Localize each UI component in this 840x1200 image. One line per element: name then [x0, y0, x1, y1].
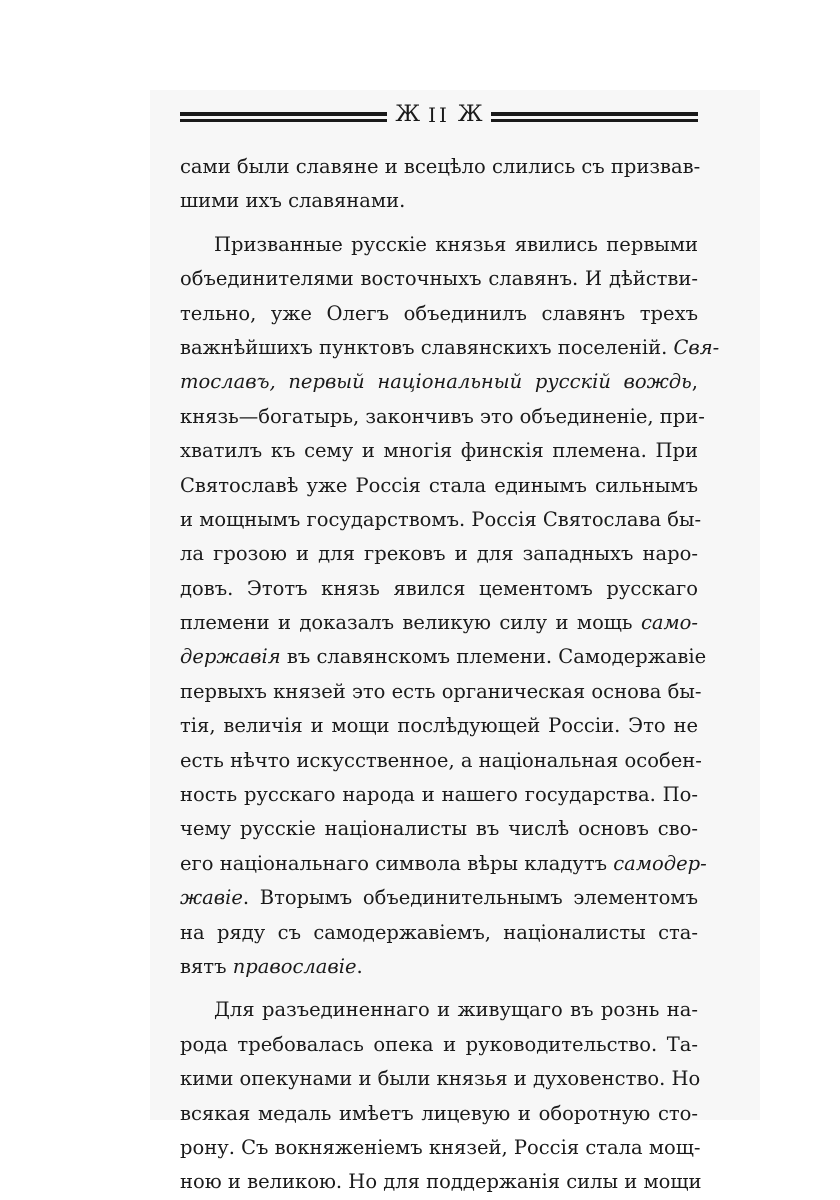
page-number: II [428, 103, 450, 127]
text-line [180, 297, 698, 331]
text-line [180, 1131, 701, 1165]
text-line [180, 993, 698, 1027]
text-line [180, 675, 702, 709]
text-segment: , [691, 370, 698, 394]
text-segment: . [356, 954, 363, 978]
text-segment: шими ихъ славянами. [180, 189, 406, 213]
text-line [180, 778, 698, 812]
header-center [387, 104, 490, 126]
text-line [180, 916, 698, 950]
text-line [180, 537, 698, 571]
text-segment: ною и великою. Но для поддержанія силы и мощи [180, 1170, 702, 1194]
text-segment: . Вторымъ объединительнымъ элементомъ [242, 886, 698, 910]
text-segment: князь—богатырь, закончивъ это объединеніе, при- [180, 404, 705, 428]
text-line [180, 881, 698, 915]
text-segment: довъ. Этотъ князь явился цементомъ русскаго [180, 576, 698, 600]
text-line [180, 400, 705, 434]
text-line [180, 184, 698, 218]
text-segment: и мощнымъ государствомъ. Россія Святослава бы- [180, 507, 702, 531]
text-segment: рода требовалась опека и руководительство. Та- [180, 1032, 698, 1056]
text-line [180, 1028, 698, 1062]
paragraph [180, 150, 701, 219]
text-line [180, 228, 698, 262]
text-line [180, 150, 701, 184]
text-segment: Призванные русскіе князья явились первыми [214, 232, 698, 256]
text-line [180, 434, 698, 468]
text-segment: объединителями восточныхъ славянъ. И дѣйстви- [180, 267, 698, 291]
text-segment: хватилъ къ сему и многія финскія племена. При [180, 439, 698, 463]
text-segment: всякая медаль имѣетъ лицевую и оборотную сто- [180, 1101, 698, 1125]
header-rule-left [180, 112, 387, 122]
text-line [180, 606, 698, 640]
text-segment: кими опекунами и были князья и духовенство. Но [180, 1067, 701, 1091]
text-segment: есть нѣчто искусственное, а національная особен- [180, 748, 702, 772]
text-line [180, 503, 702, 537]
text-segment: вятъ [180, 954, 233, 978]
italic-segment: православіе [232, 954, 357, 978]
italic-segment: самодер- [613, 851, 707, 875]
text-line [180, 744, 702, 778]
text-segment: въ славянскомъ племени. Самодержавіе [280, 645, 707, 669]
text-line [180, 365, 698, 399]
paragraph [180, 228, 720, 985]
text-segment: чему русскіе націоналисты въ числѣ основъ сво- [180, 817, 698, 841]
page-header [180, 100, 698, 130]
text-segment: тельно, уже Олегъ объединилъ славянъ трехъ [180, 301, 698, 325]
text-segment: рону. Съ вокняженіемъ князей, Россія стала мощ- [180, 1135, 701, 1159]
text-segment: Для разъединеннаго и живущаго въ рознь на- [214, 998, 698, 1022]
italic-segment: жавіе [180, 886, 243, 910]
italic-segment: само- [640, 611, 698, 635]
ornament-left-icon: Ж [395, 102, 421, 127]
text-line [180, 1165, 702, 1199]
italic-segment: Свя- [673, 335, 720, 359]
header-rule-right [491, 112, 698, 122]
text-line [180, 331, 720, 365]
ornament-right-icon: Ж [457, 102, 483, 127]
body-text [180, 150, 720, 1200]
text-segment: ла грозою и для грековъ и для западныхъ наро- [180, 542, 698, 566]
text-line [180, 572, 698, 606]
text-line [180, 950, 698, 984]
text-line [180, 640, 707, 674]
paragraph [180, 993, 702, 1199]
text-line [180, 847, 707, 881]
text-segment: на ряду съ самодержавіемъ, націоналисты ста- [180, 920, 698, 944]
text-segment: Святославѣ уже Россія стала единымъ сильнымъ [180, 473, 698, 497]
italic-segment: державія [180, 645, 281, 669]
text-segment: первыхъ князей это есть органическая основа бы- [180, 679, 702, 703]
text-segment: ность русскаго народа и нашего государства. По- [180, 783, 698, 807]
text-line [180, 1097, 698, 1131]
text-line [180, 812, 698, 846]
italic-segment: тославъ, первый національный русскій вождь [180, 370, 692, 394]
text-segment: сами были славяне и всецѣло слились съ призвав- [180, 155, 701, 178]
text-line [180, 262, 698, 296]
text-line [180, 1062, 701, 1096]
text-line [180, 469, 698, 503]
text-segment: племени и доказалъ великую силу и мощь [180, 611, 641, 635]
text-segment: его національнаго символа вѣры кладутъ [180, 851, 614, 875]
text-segment: важнѣйшихъ пунктовъ славянскихъ поселеній. [180, 335, 674, 359]
text-line [180, 709, 698, 743]
text-segment: тія, величія и мощи послѣдующей Россіи. Это не [180, 714, 698, 738]
